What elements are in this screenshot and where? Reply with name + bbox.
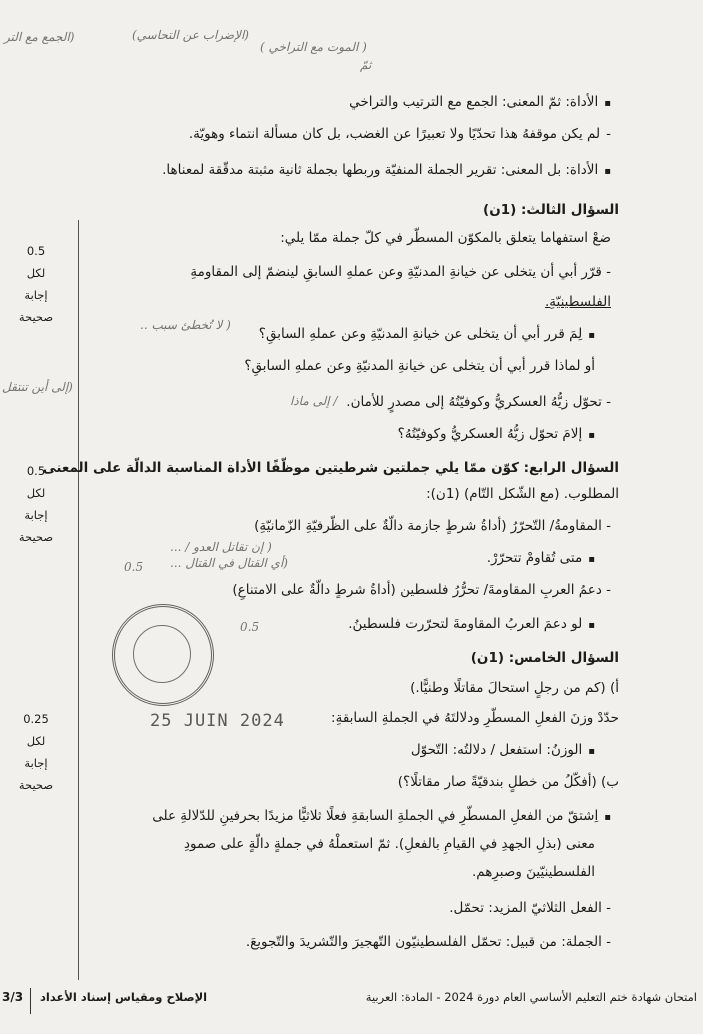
question-5-part-b-instruction-2: معنى (بذلِ الجهدِ في القيامِ بالفعلِ). ثمّ استعملْهُ في جملةٍ دالّةٍ على صمودِ xyxy=(183,836,595,852)
handwritten-note: 0.5 xyxy=(124,560,144,574)
answer-line: ▪ الأداة: ثمّ المعنى: الجمع مع الترتيب والتراخي xyxy=(349,92,611,114)
handwritten-note: 0.5 xyxy=(240,620,260,634)
handwritten-note: ( إن تقاتل العدو / ... xyxy=(170,540,272,554)
handwritten-note-top-1: (الجمع مع التر xyxy=(4,30,75,44)
question-4-title: السؤال الرابع: كوّن ممّا يلي جملتين شرطيتين موظّفًا الأداة المناسبة الدالّة على المعنى xyxy=(42,460,619,476)
question-5-title: السؤال الخامس: (1ن) xyxy=(470,650,619,666)
question-5-part-a: أ) (كم من رجلٍ استحالَ مقاتلًا وطنيًّا.) xyxy=(410,680,619,696)
question-3-sentence-1-cont: الفلسطينيّةِ. xyxy=(544,294,611,310)
stamp-emblem xyxy=(133,625,191,683)
official-stamp xyxy=(112,604,214,706)
question-4-item-2: - دعمُ العربِ المقاومةَ/ تحرُّرُ فلسطين (أداةُ شرطٍ دالّةٌ على الامتناعِ) xyxy=(232,582,611,598)
question-5-part-b-instruction-3: الفلسطينيّينَ وصبرِهم. xyxy=(471,864,595,880)
answer-line: ▪ الأداة: بل المعنى: تقرير الجملة المنفيّة وربطها بجملة ثانية مثبتة مدقّقة لمعناها. xyxy=(162,160,611,182)
handwritten-note: ( لا تُخطئ سبب .. xyxy=(140,318,231,332)
answer-line: - لم يكن موقفهُ هذا تحدّيًا ولا تعبيرًا عن الغضب، بل كان مسألة انتماء وهويّة. xyxy=(189,124,611,144)
stamp-date: 25 JUIN 2024 xyxy=(150,711,285,731)
question-3-sentence-2: - تحوّل زيُّهُ العسكريُّ وكوفيّتُهُ إلى مصدرٍ للأمان. xyxy=(346,394,611,410)
margin-score-q3: 0.5 لكل إجابة صحيحة xyxy=(18,244,54,324)
footer-grading-label: الإصلاح ومقياس إسناد الأعداد xyxy=(40,990,208,1004)
handwritten-note-top-4: ثمّ xyxy=(360,58,372,72)
page-number: 3/3 xyxy=(2,990,24,1004)
handwritten-note: (إلى أين تنتقل xyxy=(2,380,73,394)
handwritten-note-top-3: ( الموت مع التراخي ) xyxy=(260,40,367,54)
question-4-answer-2: ▪ لو دعمَ العربُ المقاومةَ لتحرّرت فلسطينُ. xyxy=(348,614,595,636)
handwritten-note-top-2: (الإضراب عن التحاسي) xyxy=(132,28,249,42)
footer-divider xyxy=(30,988,31,1014)
margin-score-q4: 0.5 لكل إجابة صحيحة xyxy=(18,464,54,544)
question-4-item-1: - المقاومةُ/ التّحرّرُ (أداةُ شرطٍ جازمة دالّةٌ على الظّرفيّةِ الزّمانيّةِ) xyxy=(254,518,611,534)
question-5-part-b-answer-2: - الجملة: من قبيل: تحمّل الفلسطينيّون التّهجيرَ والتّشريدَ والتّجويعَ. xyxy=(245,934,611,950)
margin-score-q5: 0.25 لكل إجابة صحيحة xyxy=(18,712,54,792)
question-4-answer-1: ▪ متى تُقاومْ تتحرّرْ. xyxy=(487,548,595,570)
question-3-sentence-1: - قرّر أبي أن يتخلى عن خيانةِ المدنيّةِ وعن عملهِ السابقِ لينضمّ إلى المقاومةِ xyxy=(190,264,611,280)
question-3-answer-1-alt: أو لماذا قرر أبي أن يتخلى عن خيانةِ المدنيّةِ وعن عملهِ السابقِ؟ xyxy=(244,358,595,374)
question-3-instruction: ضعْ استفهاما يتعلق بالمكوّن المسطّر في كلّ جملة ممّا يلي: xyxy=(280,230,611,246)
handwritten-note: (أي القتال في القتال ... xyxy=(170,556,288,570)
handwritten-note: / إلى ماذا xyxy=(290,394,338,408)
question-5-part-b-instruction-1: ▪ اِشتقّ من الفعلِ المسطّرِ في الجملةِ السابقةِ فعلًا ثلاثيًّا مزيدًا بحرفينِ للدّلالةِ على xyxy=(152,806,611,828)
question-5-part-a-instruction: حدّدْ وزنَ الفعلِ المسطّرِ ودلالتَهُ في الجملةِ السابقةِ: xyxy=(331,710,619,726)
question-3-answer-1: ▪ لِمَ قرر أبي أن يتخلى عن خيانةِ المدنيّةِ وعن عملهِ السابقِ؟ xyxy=(259,324,595,346)
question-5-part-a-answer: ▪ الوزنُ: استفعل / دلالتُه: التّحوّل xyxy=(411,740,595,762)
question-5-part-b-answer-1: - الفعل الثلاثيّ المزيد: تحمّل. xyxy=(449,900,611,916)
margin-divider xyxy=(78,220,79,980)
footer-exam-title: امتحان شهادة ختم التعليم الأساسي العام دورة 2024 - المادة: العربية xyxy=(365,990,697,1004)
question-3-title: السؤال الثالث: (1ن) xyxy=(483,202,619,218)
question-4-title-cont: المطلوب. (مع الشّكل التّام) (1ن): xyxy=(426,486,619,502)
question-5-part-b: ب) (أفكّلُ من خطلٍ بندقيّةً صار مقاتلًا؟) xyxy=(397,774,619,790)
question-3-answer-2: ▪ إلامَ تحوّل زيُّهُ العسكريُّ وكوفيّتُهُ؟ xyxy=(398,424,595,446)
